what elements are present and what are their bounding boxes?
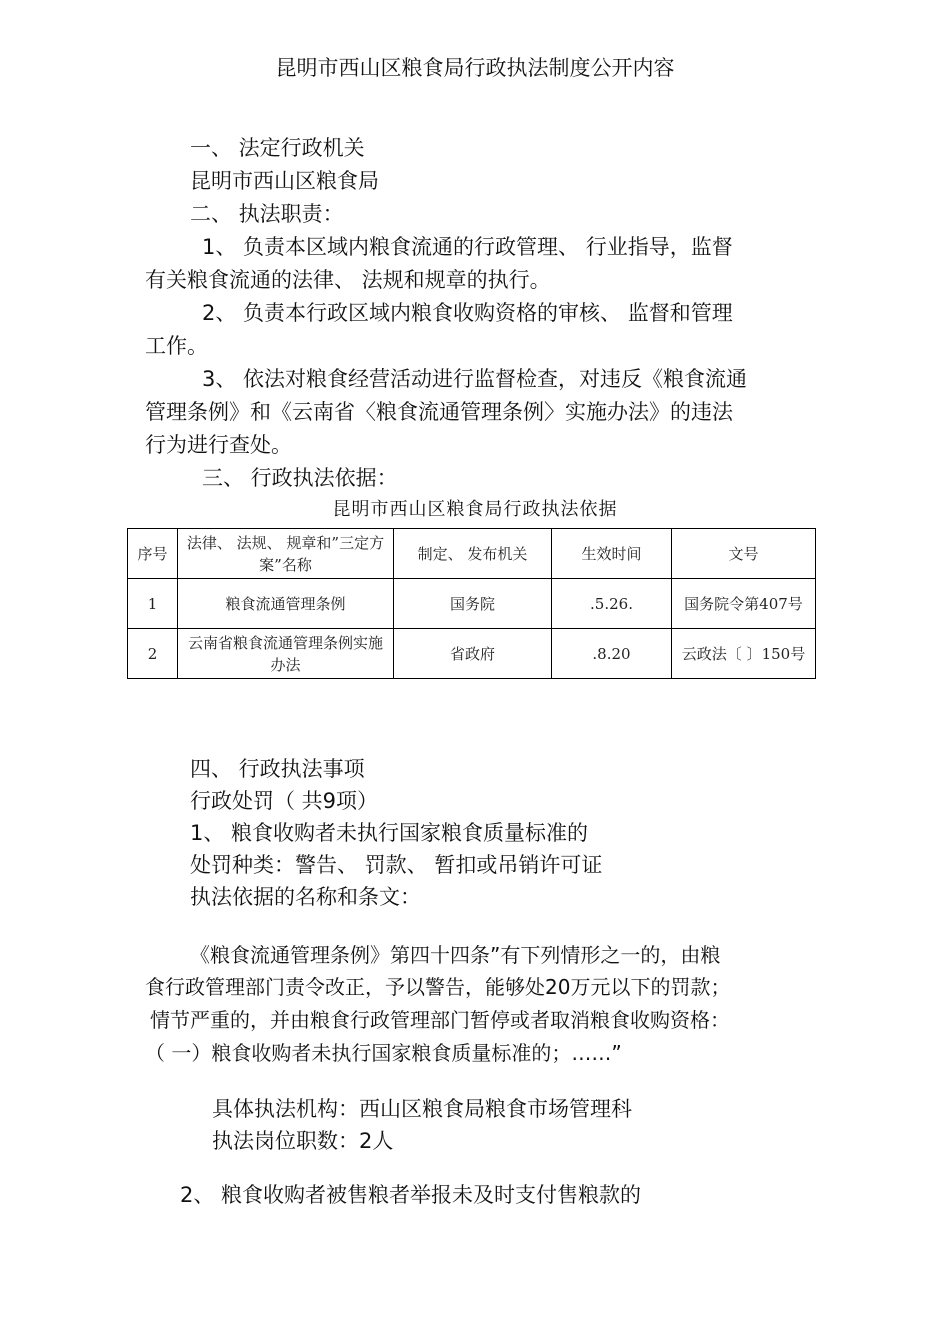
section-1-heading: 一、 法定行政机关 bbox=[190, 136, 365, 160]
table-caption: 昆明市西山区粮食局行政执法依据 bbox=[332, 499, 618, 520]
duty-3-line-3: 行为进行查处。 bbox=[145, 433, 292, 457]
duty-2-line-2: 工作。 bbox=[145, 334, 208, 358]
table-row bbox=[128, 629, 816, 679]
duty-1-line-2: 有关粮食流通的法律、 法规和规章的执行。 bbox=[145, 268, 551, 292]
duty-2-line-1: 2、 负责本行政区域内粮食收购资格的审核、 监督和管理 bbox=[202, 301, 733, 325]
table-cell: 1 bbox=[128, 579, 178, 629]
table-cell: .8.20 bbox=[552, 629, 672, 679]
section-1-body: 昆明市西山区粮食局 bbox=[190, 169, 379, 193]
section-4-subheading: 行政处罚（ 共9项） bbox=[190, 789, 379, 813]
table-cell: 粮食流通管理条例 bbox=[178, 579, 394, 629]
item-1-staff: 执法岗位职数：2人 bbox=[212, 1129, 394, 1153]
header-cell: 文号 bbox=[672, 529, 816, 579]
table-cell: 省政府 bbox=[394, 629, 552, 679]
table-cell: 国务院 bbox=[394, 579, 552, 629]
table-cell: .5.26. bbox=[552, 579, 672, 629]
header-cell: 法律、 法规、 规章和”三定方案”名称 bbox=[178, 529, 394, 579]
item-1-quote-line-1: 《粮食流通管理条例》第四十四条”有下列情形之一的，由粮 bbox=[190, 943, 721, 967]
item-1-penalty: 处罚种类：警告、 罚款、 暂扣或吊销许可证 bbox=[190, 853, 603, 877]
document-title: 昆明市西山区粮食局行政执法制度公开内容 bbox=[275, 56, 675, 80]
header-cell: 生效时间 bbox=[552, 529, 672, 579]
item-1-quote-line-3: 情节严重的，并由粮食行政管理部门暂停或者取消粮食收购资格： bbox=[150, 1008, 730, 1032]
duty-3-line-2: 管理条例》和《云南省〈粮食流通管理条例〉实施办法》的违法 bbox=[145, 400, 733, 424]
table-header-row bbox=[128, 529, 816, 579]
item-1-title: 1、 粮食收购者未执行国家粮食质量标准的 bbox=[190, 821, 589, 845]
duty-1-line-1: 1、 负责本区域内粮食流通的行政管理、 行业指导，监督 bbox=[202, 235, 733, 259]
table-row bbox=[128, 579, 816, 629]
section-2-heading: 二、 执法职责： bbox=[190, 202, 344, 226]
item-1-quote-line-4: （ 一）粮食收购者未执行国家粮食质量标准的；……” bbox=[145, 1041, 622, 1065]
item-2-title: 2、 粮食收购者被售粮者举报未及时支付售粮款的 bbox=[180, 1183, 642, 1207]
duty-3-line-1: 3、 依法对粮食经营活动进行监督检查，对违反《粮食流通 bbox=[202, 367, 748, 391]
item-1-quote-line-2: 食行政管理部门责令改正，予以警告，能够处20万元以下的罚款； bbox=[145, 975, 731, 999]
header-cell: 序号 bbox=[128, 529, 178, 579]
law-basis-table bbox=[127, 528, 816, 679]
header-cell: 制定、 发布机关 bbox=[394, 529, 552, 579]
table-cell: 云政法〔 〕150号 bbox=[672, 629, 816, 679]
table-cell: 2 bbox=[128, 629, 178, 679]
item-1-basis-label: 执法依据的名称和条文： bbox=[190, 885, 421, 909]
section-3-heading: 三、 行政执法依据： bbox=[202, 466, 398, 490]
section-4-heading: 四、 行政执法事项 bbox=[190, 757, 365, 781]
item-1-agency: 具体执法机构：西山区粮食局粮食市场管理科 bbox=[212, 1097, 632, 1121]
table-cell: 云南省粮食流通管理条例实施办法 bbox=[178, 629, 394, 679]
table-cell: 国务院令第407号 bbox=[672, 579, 816, 629]
